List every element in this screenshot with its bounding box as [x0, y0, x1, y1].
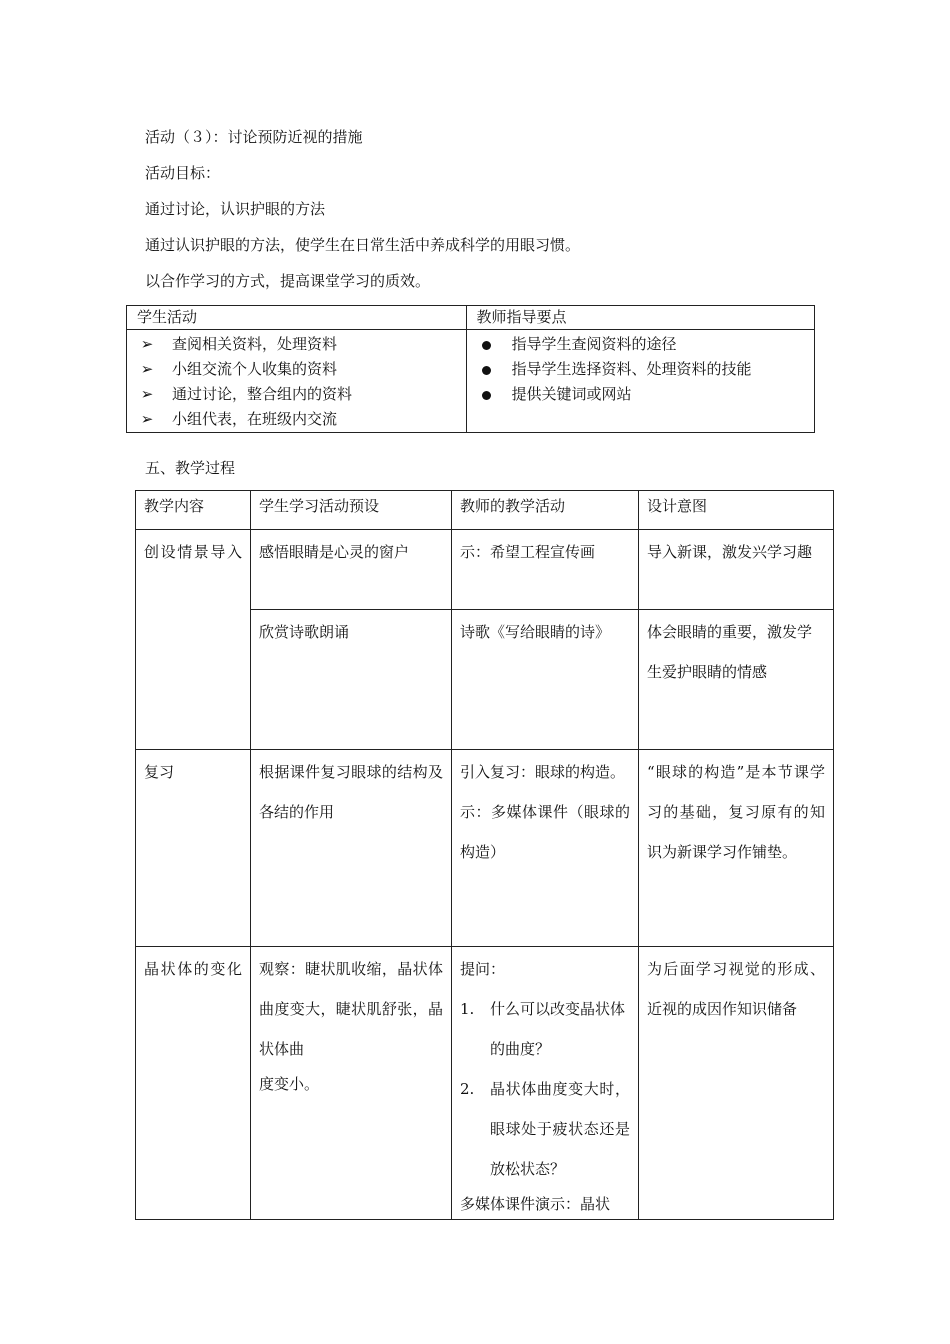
intent-lens: 为后面学习视觉的形成、近视的成因作知识储备 [639, 947, 834, 1220]
student-review: 根据课件复习眼球的结构及各结的作用 [251, 750, 452, 947]
teacher-guidance-cell [466, 330, 815, 433]
student-activity-cell [127, 330, 467, 433]
activity-goal-2: 通过认识护眼的方法，使学生在日常生活中养成科学的用眼习惯。 [145, 236, 581, 254]
question-item: 1. 什么可以改变晶状体的曲度？ [460, 1000, 626, 1058]
activity-goal-label: 活动目标： [145, 164, 221, 182]
bullet-dot-icon [477, 332, 497, 357]
teacher-intro-1: 示：希望工程宣传画 [452, 530, 639, 610]
arrow-bullet-icon: ➢ [140, 385, 154, 403]
content-lens: 晶状体的变化 [136, 947, 251, 1220]
list-item: 提供关键词或网站 [467, 382, 815, 407]
student-intro-2: 欣赏诗歌朗诵 [251, 610, 452, 750]
header-student-activity: 学生活动 [127, 306, 467, 330]
student-lens: 观察：睫状肌收缩，晶状体曲度变大，睫状肌舒张，晶状体曲 度变小。 [251, 947, 452, 1220]
arrow-bullet-icon: ➢ [140, 360, 154, 378]
intent-intro-2: 体会眼睛的重要，激发学生爱护眼睛的情感 [639, 610, 834, 750]
content-intro: 创设情景导入 [136, 530, 251, 750]
list-item: ➢ 小组交流个人收集的资料 [127, 357, 466, 382]
header-intent: 设计意图 [639, 491, 834, 530]
bullet-dot-icon [477, 357, 497, 382]
list-item: 指导学生查阅资料的途径 [467, 332, 815, 357]
header-teacher-guidance: 教师指导要点 [466, 306, 815, 330]
intent-review: “眼球的构造”是本节课学习的基础，复习原有的知识为新课学习作铺垫。 [639, 750, 834, 947]
arrow-bullet-icon: ➢ [140, 410, 154, 428]
question-item: 2. 晶状体曲度变大时，眼球处于疲状态还是放松状态？ [460, 1080, 630, 1178]
teacher-lens: 提问： 1. 什么可以改变晶状体的曲度？ 2. 晶状体曲度变大时，眼球处于疲状态还是放松状态？ 多媒体课件演示：晶状 [452, 947, 639, 1220]
student-intro-1: 感悟眼睛是心灵的窗户 [251, 530, 452, 610]
process-table [135, 490, 834, 1220]
arrow-bullet-icon: ➢ [140, 335, 154, 353]
list-item: ➢ 查阅相关资料，处理资料 [127, 332, 466, 357]
intent-intro-1: 导入新课，激发兴学习趣 [639, 530, 834, 610]
activity-title: 活动（３）：讨论预防近视的措施 [145, 128, 363, 146]
list-item: ➢ 通过讨论，整合组内的资料 [127, 382, 466, 407]
bullet-dot-icon [477, 382, 497, 407]
activity-table [126, 305, 815, 433]
activity-goal-3: 以合作学习的方式，提高课堂学习的质效。 [145, 272, 431, 290]
header-student: 学生学习活动预设 [251, 491, 452, 530]
list-item: 指导学生选择资料、处理资料的技能 [467, 357, 815, 382]
teacher-intro-2: 诗歌《写给眼睛的诗》 [452, 610, 639, 750]
list-item: ➢ 小组代表，在班级内交流 [127, 407, 466, 432]
header-teacher: 教师的教学活动 [452, 491, 639, 530]
header-content: 教学内容 [136, 491, 251, 530]
content-review: 复习 [136, 750, 251, 947]
activity-goal-1: 通过讨论，认识护眼的方法 [145, 200, 326, 218]
section-title: 五、教学过程 [145, 459, 236, 477]
teacher-review: 引入复习：眼球的构造。 示：多媒体课件（眼球的构造） [452, 750, 639, 947]
